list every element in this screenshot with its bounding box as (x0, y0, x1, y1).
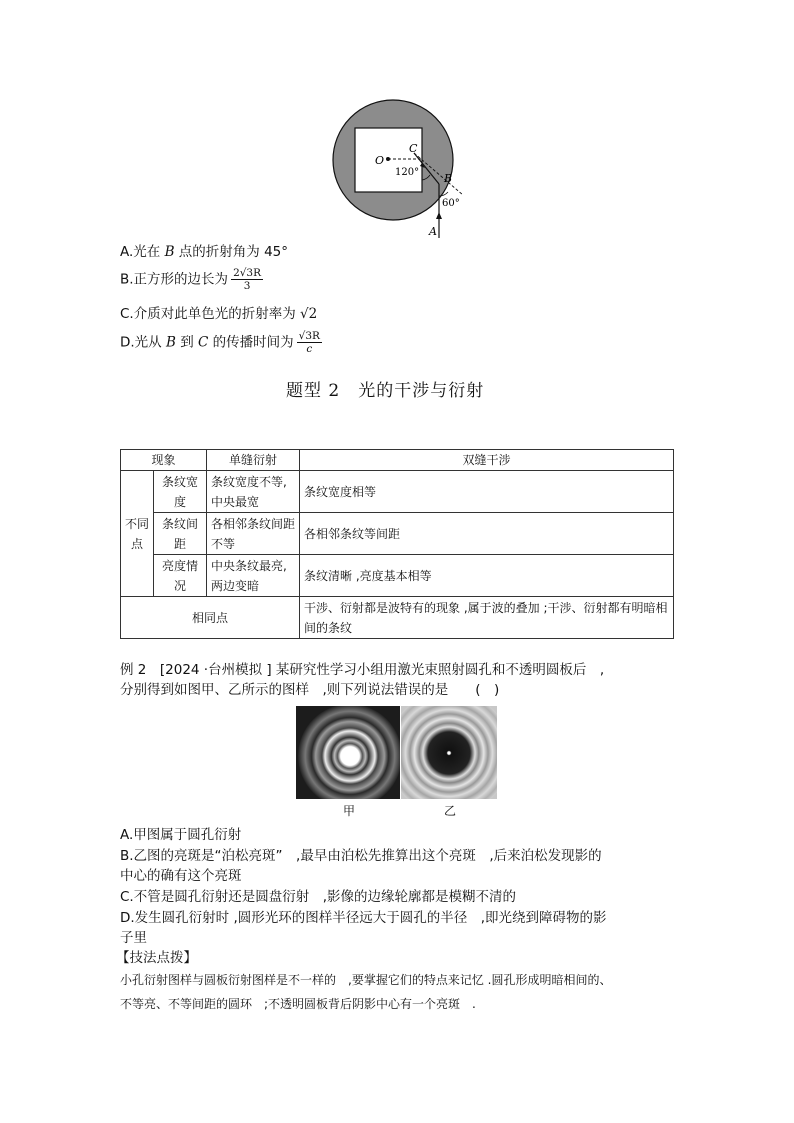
section-title: 题型 2 光的干涉与衍射 (286, 381, 485, 401)
comparison-table (120, 449, 674, 639)
table-row-single: 各相邻条纹间距不等 (207, 513, 300, 555)
choice-b-line-1: B.乙图的亮斑是“泊松亮斑” ,最早由泊松先推算出这个亮斑 ,后来泊松发现影的 (120, 848, 602, 864)
option-d (120, 330, 325, 355)
option-b-numerator: 2√3R (233, 267, 262, 279)
label-C: C (409, 142, 418, 155)
table-row-double: 各相邻条纹等间距 (300, 513, 674, 555)
option-d-prefix: D.光从 (120, 334, 166, 351)
option-b-denominator: 3 (243, 280, 251, 292)
option-d-var2: C (198, 334, 209, 351)
table-row-item: 亮度情况 (154, 555, 207, 597)
option-a-var: B (164, 244, 175, 260)
option-c-prefix: C.介质对此单色光的折射率为 (120, 306, 301, 322)
option-d-var1: B (165, 334, 176, 351)
option-b-prefix: B.正方形的边长为 (120, 271, 229, 288)
choice-d-line-1: D.发生圆孔衍射时 ,圆形光环的图样半径远大于圆孔的半径 ,即光绕到障碍物的影 (120, 910, 607, 926)
choice-b-line-2: 中心的确有这个亮斑 (120, 868, 242, 884)
caption-left: 甲 (343, 804, 356, 818)
option-d-fraction (297, 330, 322, 355)
table-row-single: 条纹宽度不等,中央最宽 (207, 471, 300, 513)
header-double-slit: 双缝干涉 (300, 450, 674, 471)
option-a-prefix: A.光在 (120, 244, 165, 260)
choice-c: C.不管是圆孔衍射还是圆盘衍射 ,影像的边缘轮廓都是模糊不清的 (120, 889, 517, 905)
example-line-1: 例 2 [2024 ·台州模拟 ] 某研究性学习小组用激光束照射圆孔和不透明圆板后 , (120, 662, 605, 678)
tip-line-2: 不等亮、不等间距的圆环 ;不透明圆板背后阴影中心有一个亮斑 . (120, 997, 476, 1011)
option-c-value: √2 (300, 306, 318, 322)
option-d-suffix: 的传播时间为 (208, 334, 294, 351)
opaque-disk-diffraction-image (401, 706, 497, 799)
tip-heading: 【技法点拨】 (116, 950, 197, 966)
table-row-single: 中央条纹最亮,两边变暗 (207, 555, 300, 597)
option-c (120, 304, 317, 324)
diff-label: 不同点 (121, 471, 154, 597)
label-A: A (429, 225, 437, 238)
option-a (120, 242, 288, 262)
table-row-double: 条纹清晰 ,亮度基本相等 (300, 555, 674, 597)
table-row-double: 条纹宽度相等 (300, 471, 674, 513)
option-b-fraction (231, 267, 263, 292)
table-row-item: 条纹间距 (154, 513, 207, 555)
label-O: O (375, 154, 385, 167)
option-b (120, 267, 266, 292)
option-d-mid: 到 (175, 334, 198, 351)
table-row-item: 条纹宽度 (154, 471, 207, 513)
header-single-slit: 单缝衍射 (207, 450, 300, 471)
caption-right: 乙 (444, 804, 457, 818)
optics-diagram (318, 92, 468, 244)
header-phenomenon: 现象 (121, 450, 207, 471)
angle-60: 60° (442, 198, 460, 209)
example-line-2: 分别得到如图甲、乙所示的图样 ,则下列说法错误的是 ( ) (120, 682, 500, 698)
angle-120: 120° (395, 167, 420, 178)
option-a-suffix: 点的折射角为 45° (174, 244, 289, 260)
label-B: B (444, 172, 453, 185)
tip-line-1: 小孔衍射图样与圆板衍射图样是不一样的 ,要掌握它们的特点来记忆 .圆孔形成明暗相间的、 (120, 973, 612, 987)
option-d-numerator: √3R (298, 330, 320, 342)
option-d-denominator: c (306, 343, 313, 355)
choice-d-line-2: 子里 (120, 930, 147, 946)
same-text: 干涉、衍射都是波特有的现象 ,属于波的叠加 ;干涉、衍射都有明暗相间的条纹 (300, 597, 674, 639)
circular-hole-diffraction-image (296, 706, 400, 799)
choice-a: A.甲图属于圆孔衍射 (120, 827, 242, 843)
same-label: 相同点 (121, 597, 300, 639)
